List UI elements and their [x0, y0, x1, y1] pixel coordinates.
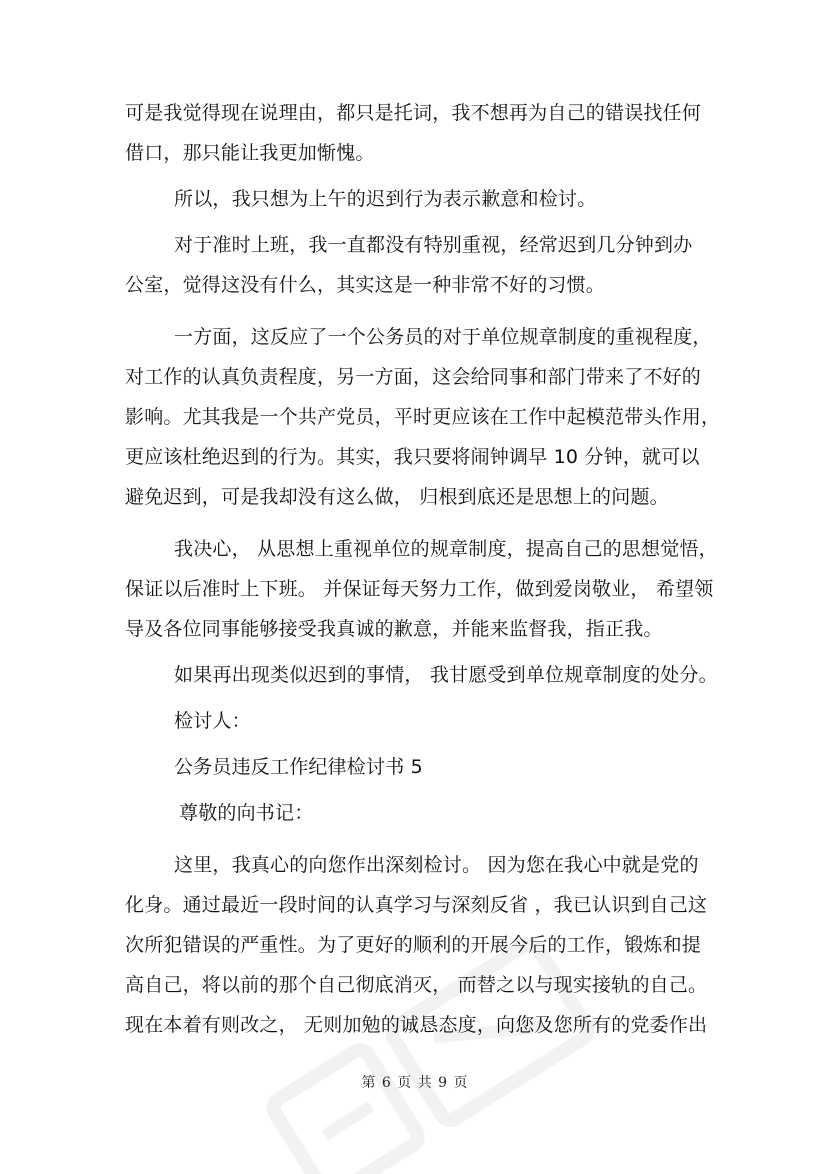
- text-line: 化身。通过最近一段时间的认真学习与深刻反省 ，我已认识到自己这: [125, 894, 708, 916]
- text-line: 检讨人：: [174, 710, 251, 732]
- text-line: 避免迟到，可是我却没有这么做， 归根到底还是思想上的问题。: [125, 486, 669, 508]
- paragraph: [125, 655, 725, 695]
- paragraph: [125, 225, 725, 305]
- paragraph: [125, 317, 725, 517]
- text-line: 高自己，将以前的那个自己彻底消灭， 而替之以与现实接轨的自己。: [125, 974, 708, 996]
- text-line: 对工作的认真负责程度，另一方面，这会给同事和部门带来了不好的: [125, 366, 702, 388]
- paragraph: [125, 179, 725, 219]
- text-line: 所以，我只想为上午的迟到行为表示歉意和检讨。: [174, 188, 597, 210]
- text-line: 保证以后准时上下班。 并保证每天努力工作，做到爱岗敬业， 希望领: [125, 578, 714, 600]
- text-line: 尊敬的向书记：: [179, 802, 314, 824]
- paragraph: [125, 845, 725, 1045]
- text-line: 影响。尤其我是一个共产党员，平时更应该在工作中起模范带头作用，: [125, 406, 721, 428]
- text-line: 现在本着有则改之， 无则加勉的诚恳态度，向您及您所有的党委作出: [125, 1014, 708, 1036]
- text-line: 次所犯错误的严重性。为了更好的顺利的开展今后的工作，锻炼和提: [125, 934, 702, 956]
- text-line: 公室，觉得这没有什么，其实这是一种非常不好的习惯。: [125, 274, 606, 296]
- text-line: 可是我觉得现在说理由，都只是托词，我不想再为自己的错误找任何: [125, 102, 702, 124]
- text-line: 一方面，这反应了一个公务员的对于单位规章制度的重视程度，: [174, 326, 712, 348]
- text-line: 借口，那只能让我更加惭愧。: [125, 142, 375, 164]
- text-line: 导及各位同事能够接受我真诚的歉意，并能来监督我，指正我。: [125, 618, 663, 640]
- text-line: 公务员违反工作纪律检讨书 5: [174, 756, 423, 778]
- text-line: 这里，我真心的向您作出深刻检讨。 因为您在我心中就是党的: [174, 854, 699, 876]
- salutation: [125, 793, 725, 833]
- text-line: 更应该杜绝迟到的行为。其实，我只要将闹钟调早 10 分钟，就可以: [125, 446, 700, 468]
- text-line: 对于准时上班，我一直都没有特别重视，经常迟到几分钟到办: [174, 234, 693, 256]
- text-line: 我决心， 从思想上重视单位的规章制度，提高自己的思想觉悟，: [174, 538, 718, 560]
- document-body: [125, 93, 725, 1045]
- paragraph: [125, 93, 725, 173]
- section-heading: [125, 747, 725, 787]
- signature-label: [125, 701, 725, 741]
- page-number-footer: 第 6 页 共 9 页: [361, 1075, 469, 1091]
- paragraph: [125, 529, 725, 649]
- text-line: 如果再出现类似迟到的事情， 我甘愿受到单位规章制度的处分。: [174, 664, 718, 686]
